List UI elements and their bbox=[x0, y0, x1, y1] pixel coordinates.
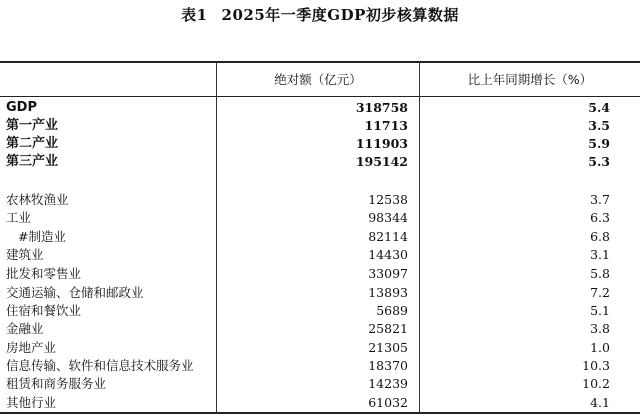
table-title bbox=[0, 4, 640, 25]
row-growth: 3.8 bbox=[590, 321, 610, 336]
row-growth: 10.2 bbox=[582, 376, 610, 391]
row-name: 交通运输、仓储和邮政业 bbox=[6, 285, 144, 300]
row-name: 第二产业 bbox=[6, 136, 59, 151]
table-row bbox=[0, 99, 640, 117]
row-name: 信息传输、软件和信息技术服务业 bbox=[6, 358, 194, 373]
table-row bbox=[0, 153, 640, 171]
row-growth: 5.4 bbox=[588, 100, 610, 115]
table-row bbox=[0, 302, 640, 320]
row-growth: 3.1 bbox=[590, 247, 610, 262]
row-absolute: 33097 bbox=[368, 266, 408, 281]
table-row bbox=[0, 228, 640, 246]
row-growth: 5.8 bbox=[590, 266, 610, 281]
row-absolute: 25821 bbox=[368, 321, 408, 336]
table-row bbox=[0, 135, 640, 153]
row-growth: 3.7 bbox=[590, 192, 610, 207]
row-absolute: 14430 bbox=[368, 247, 408, 262]
table-row bbox=[0, 320, 640, 338]
row-name: 房地产业 bbox=[6, 340, 57, 355]
row-name: 其他行业 bbox=[6, 395, 57, 410]
table-row bbox=[0, 265, 640, 283]
row-growth: 4.1 bbox=[590, 395, 610, 410]
row-name: 建筑业 bbox=[6, 247, 44, 262]
row-absolute: 111903 bbox=[355, 136, 408, 151]
row-name: 工业 bbox=[6, 210, 32, 225]
row-absolute: 13893 bbox=[368, 285, 408, 300]
row-name: 农林牧渔业 bbox=[6, 192, 69, 207]
row-absolute: 195142 bbox=[355, 154, 408, 169]
table-row bbox=[0, 284, 640, 302]
row-absolute: 318758 bbox=[355, 100, 408, 115]
header-growth: 比上年同期增长（%） bbox=[467, 72, 593, 87]
table-row bbox=[0, 209, 640, 227]
row-name: 租赁和商务服务业 bbox=[6, 376, 107, 391]
row-absolute: 14239 bbox=[368, 376, 408, 391]
row-absolute: 21305 bbox=[368, 340, 408, 355]
row-growth: 7.2 bbox=[590, 285, 610, 300]
row-growth: 6.8 bbox=[590, 229, 610, 244]
row-growth: 1.0 bbox=[590, 340, 610, 355]
table-bottom-rule bbox=[0, 412, 640, 414]
row-absolute: 61032 bbox=[368, 395, 408, 410]
row-growth: 3.5 bbox=[588, 118, 610, 133]
table-row bbox=[0, 375, 640, 393]
table-title-text: 2025年一季度GDP初步核算数据 bbox=[221, 6, 459, 24]
table-row bbox=[0, 191, 640, 209]
table-row bbox=[0, 246, 640, 264]
row-name: 住宿和餐饮业 bbox=[6, 303, 82, 318]
row-name: 金融业 bbox=[6, 321, 44, 336]
table-row bbox=[0, 394, 640, 412]
table-row bbox=[0, 357, 640, 375]
row-growth: 6.3 bbox=[590, 210, 610, 225]
row-absolute: 11713 bbox=[364, 118, 408, 133]
row-growth: 5.9 bbox=[588, 136, 610, 151]
table-top-rule bbox=[0, 61, 640, 63]
table-number: 表1 bbox=[181, 6, 208, 24]
row-absolute: 82114 bbox=[368, 229, 408, 244]
table-header-rule bbox=[0, 96, 640, 97]
row-growth: 5.1 bbox=[590, 303, 610, 318]
row-growth: 10.3 bbox=[582, 358, 610, 373]
row-name: 第三产业 bbox=[6, 154, 59, 169]
row-absolute: 98344 bbox=[368, 210, 408, 225]
row-absolute: 12538 bbox=[368, 192, 408, 207]
row-name: 批发和零售业 bbox=[6, 266, 82, 281]
row-absolute: 5689 bbox=[376, 303, 408, 318]
row-name: 第一产业 bbox=[6, 118, 59, 133]
header-absolute: 绝对额（亿元） bbox=[274, 72, 362, 87]
row-growth: 5.3 bbox=[588, 154, 610, 169]
row-name: #制造业 bbox=[18, 229, 66, 244]
row-absolute: 18370 bbox=[368, 358, 408, 373]
table-row bbox=[0, 339, 640, 357]
table-row bbox=[0, 117, 640, 135]
row-name: GDP bbox=[6, 100, 37, 115]
